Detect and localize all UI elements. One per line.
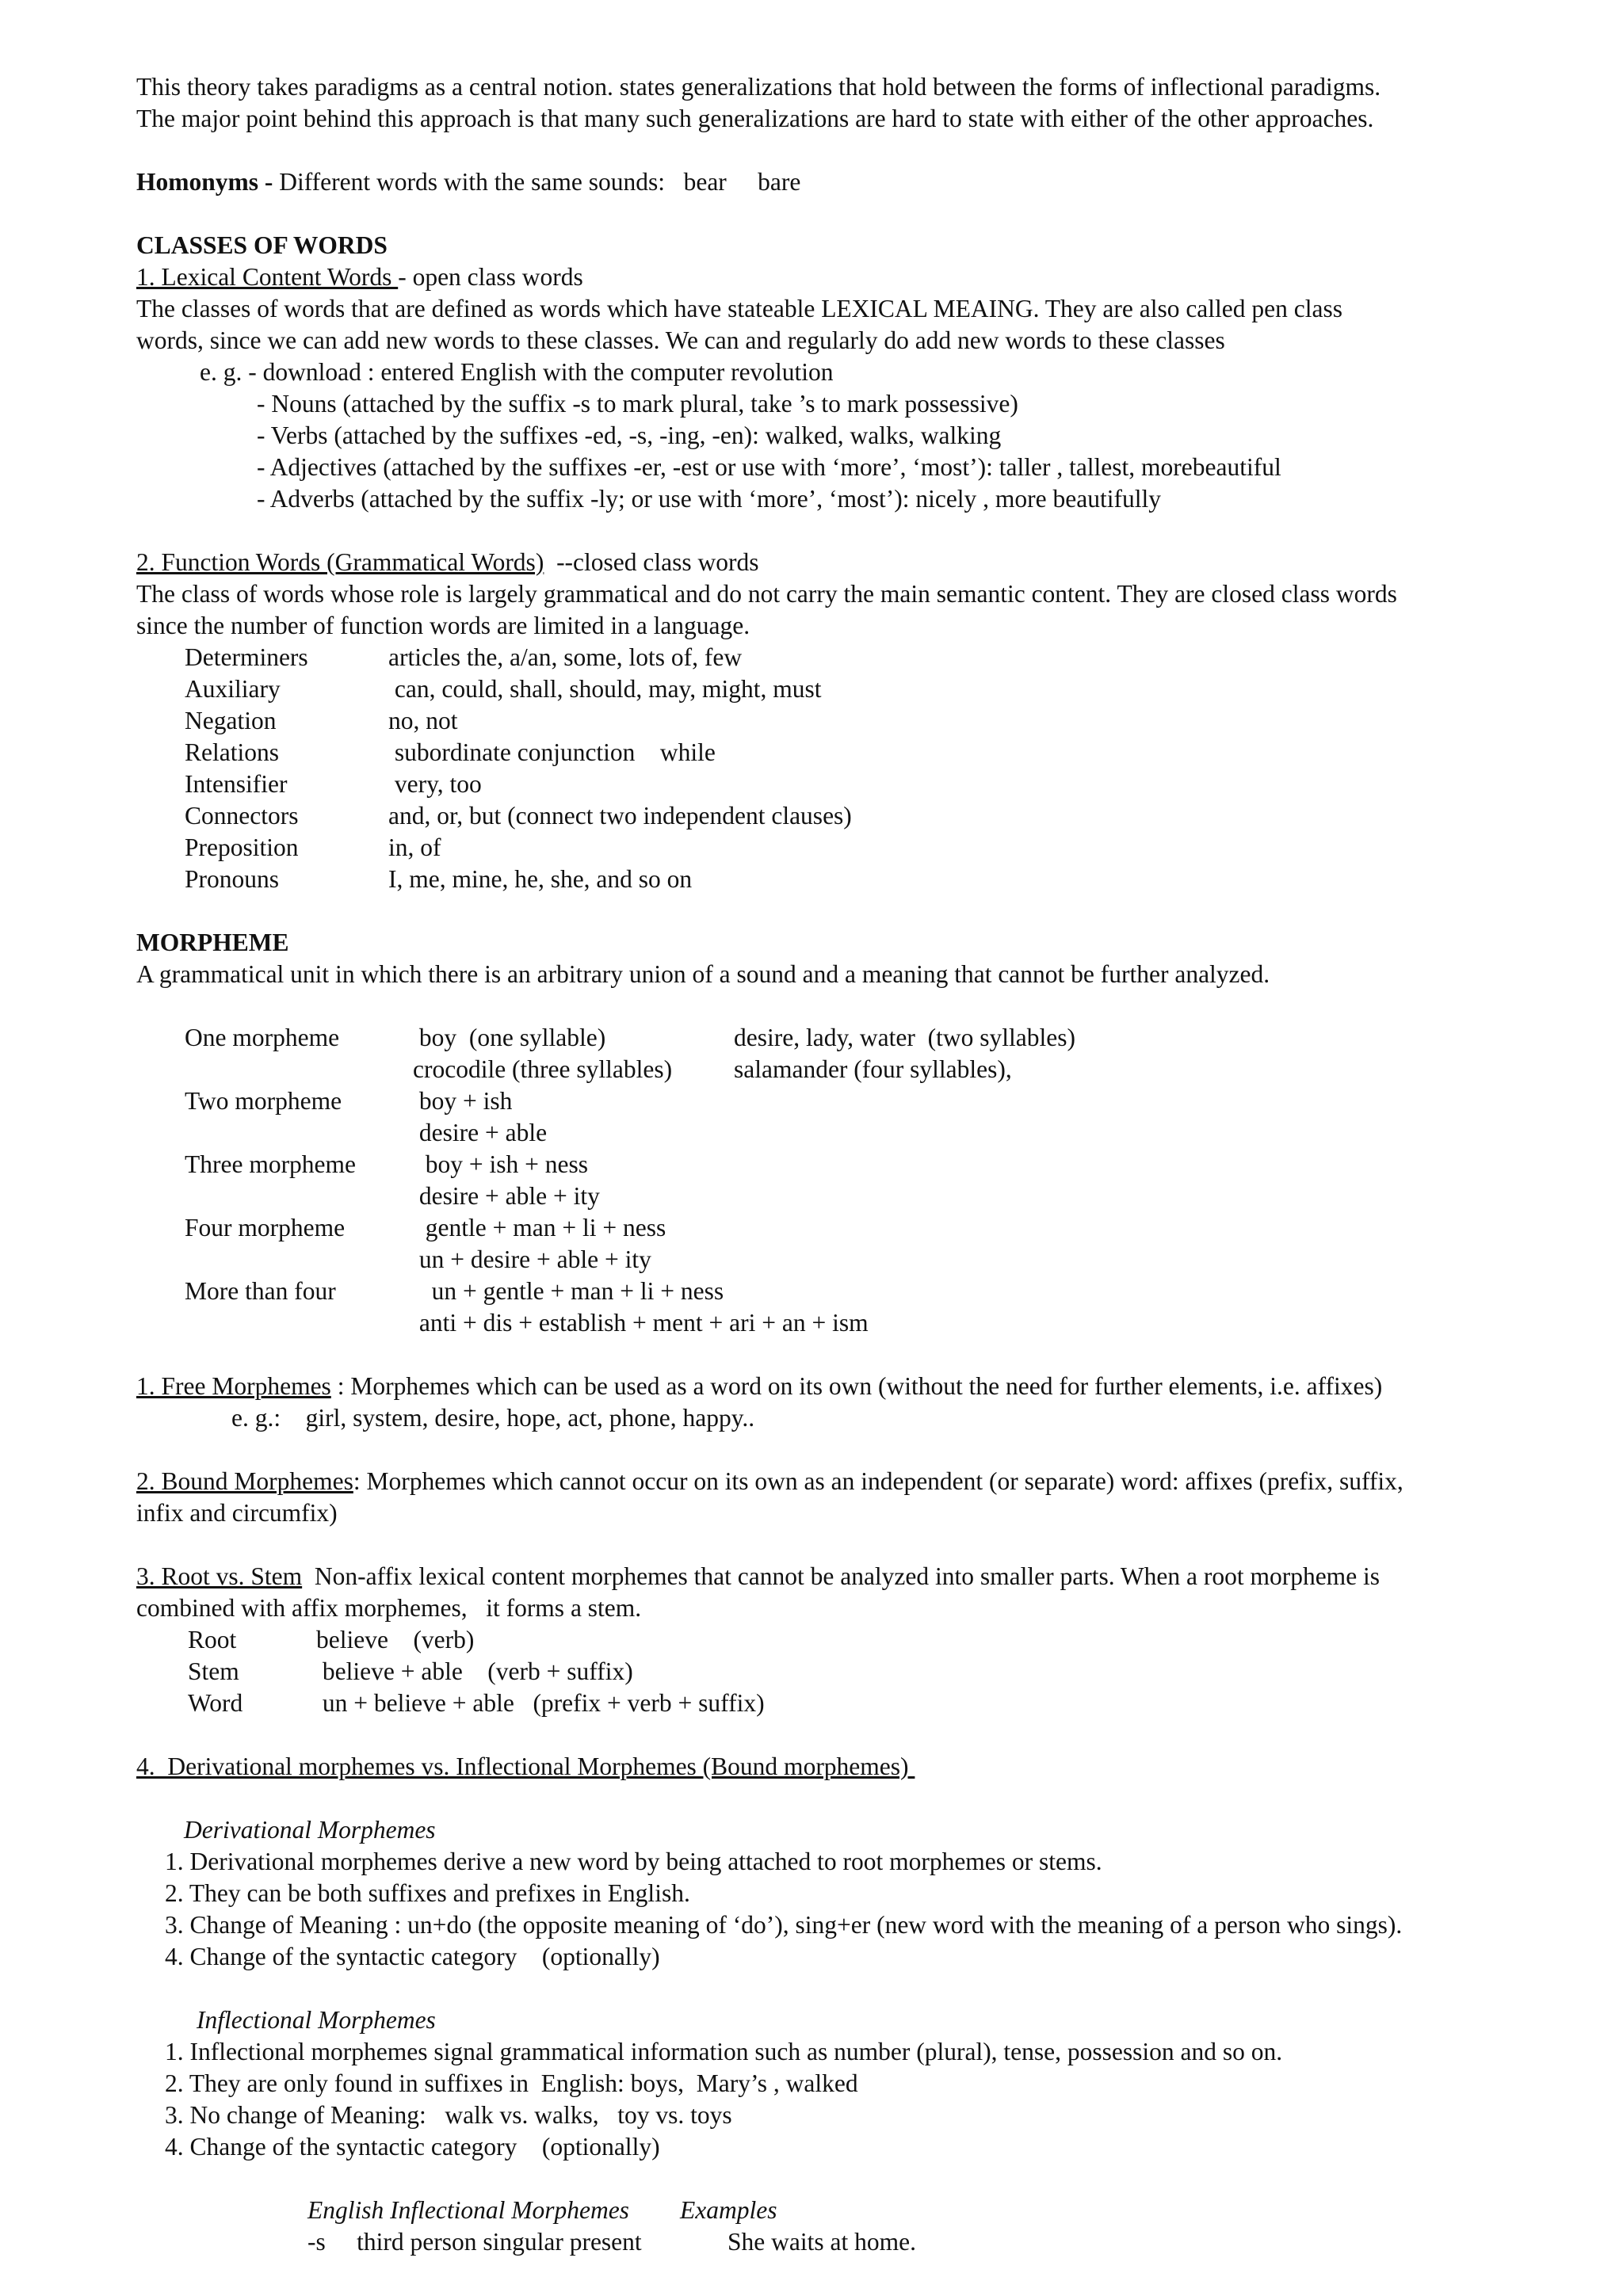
free-morphemes-example: e. g.: girl, system, desire, hope, act, phone, happy..: [231, 1404, 755, 1432]
morpheme-example: desire + able: [413, 1119, 548, 1146]
table-row: [136, 864, 1563, 895]
morpheme-example: boy + ish + ness: [413, 1150, 589, 1178]
homonyms-label: Homonyms -: [136, 168, 273, 196]
root-stem-value: believe + able (verb + suffix): [316, 1657, 633, 1685]
list-item: 4. Change of the syntactic category (optionally): [165, 2133, 660, 2161]
table-row: [136, 2226, 1563, 2258]
function-term: Determiners: [185, 643, 308, 671]
table-row: [136, 1244, 1563, 1276]
lexical-item-nouns: - Nouns (attached by the suffix -s to mark plural, take ’s to mark possessive): [257, 390, 1018, 418]
function-term: Auxiliary: [185, 675, 281, 703]
bound-morphemes-line: [136, 1466, 1563, 1497]
list-item: 2. They can be both suffixes and prefixes in English.: [165, 1879, 690, 1907]
lexical-item-adverbs: - Adverbs (attached by the suffix -ly; or use with ‘more’, ‘most’): nicely , more beautifully: [257, 485, 1161, 513]
function-examples: and, or, but (connect two independent clauses): [388, 802, 852, 830]
morpheme-example: desire + able + ity: [413, 1182, 600, 1210]
root-stem-term: Word: [188, 1689, 243, 1717]
morpheme-label: [136, 1117, 413, 1149]
function-examples: no, not: [388, 707, 458, 734]
list-item: 3. Change of Meaning : un+do (the opposite meaning of ‘do’), sing+er (new word with the meaning of a person who sings).: [165, 1911, 1403, 1939]
bound-morphemes-text: : Morphemes which cannot occur on its own as an independent (or separate) word: affixes (prefix, suffix,: [353, 1467, 1403, 1495]
morpheme-example-alt: salamander (four syllables),: [734, 1055, 1012, 1083]
table-row: [136, 673, 1563, 705]
inflectional-list: [136, 2036, 1563, 2163]
intro-line-2: The major point behind this approach is that many such generalizations are hard to state with either of the other approaches.: [136, 105, 1374, 132]
table-row: [136, 1117, 1563, 1149]
bound-morphemes-title: 2. Bound Morphemes: [136, 1467, 353, 1495]
root-stem-term: Root: [188, 1626, 237, 1653]
root-stem-value: believe (verb): [316, 1626, 475, 1653]
morpheme-example: gentle + man + li + ness: [413, 1214, 666, 1241]
document-page: [136, 71, 1563, 2258]
morpheme-label: [136, 1244, 413, 1276]
root-stem-line: [136, 1561, 1563, 1592]
list-item: 2. They are only found in suffixes in English: boys, Mary’s , walked: [165, 2069, 858, 2097]
function-examples: in, of: [388, 833, 441, 861]
root-stem-term: Stem: [188, 1657, 239, 1685]
table-row: [136, 705, 1563, 737]
function-examples: I, me, mine, he, she, and so on: [388, 865, 693, 893]
morpheme-label: [136, 1307, 413, 1339]
function-examples: articles the, a/an, some, lots of, few: [388, 643, 743, 671]
function-desc-2: since the number of function words are limited in a language.: [136, 612, 750, 639]
lexical-example: e. g. - download : entered English with the computer revolution: [200, 358, 834, 386]
table-row: [136, 1054, 1563, 1085]
table-row: [136, 1656, 1563, 1688]
derivational-title: Derivational Morphemes: [184, 1816, 436, 1844]
table-row: [136, 1180, 1563, 1212]
function-term: Pronouns: [185, 865, 280, 893]
table-row: [136, 1624, 1563, 1656]
inflectional-title: Inflectional Morphemes: [197, 2006, 436, 2034]
free-morphemes-text: : Morphemes which can be used as a word on its own (without the need for further elements, i.e. affixes): [330, 1372, 1383, 1400]
bound-morphemes-text-2: infix and circumfix): [136, 1499, 338, 1527]
free-morphemes-title: 1. Free Morphemes: [136, 1372, 331, 1400]
root-stem-text: Non-affix lexical content morphemes that cannot be analyzed into smaller parts. When a root morpheme is: [302, 1562, 1381, 1590]
morpheme-label: Two morpheme: [185, 1087, 342, 1115]
list-item: 1. Inflectional morphemes signal grammatical information such as number (plural), tense, possession and so on.: [165, 2038, 1283, 2065]
lexical-title-line: [136, 261, 1563, 293]
derivational-list: [136, 1846, 1563, 1973]
table-row: [136, 1149, 1563, 1180]
lexical-item-adjectives: - Adjectives (attached by the suffixes -er, -est or use with ‘more’, ‘most’): taller , tallest, morebeautiful: [257, 453, 1281, 481]
list-item: 3. No change of Meaning: walk vs. walks, toy vs. toys: [165, 2101, 732, 2129]
root-stem-value: un + believe + able (prefix + verb + suffix): [316, 1689, 765, 1717]
table-row: [136, 1022, 1563, 1054]
function-examples: subordinate conjunction while: [388, 738, 716, 766]
morpheme-label: [136, 1054, 413, 1085]
function-examples: very, too: [388, 770, 482, 798]
morpheme-example: anti + dis + establish + ment + ari + an + ism: [413, 1309, 869, 1337]
inflectional-morphemes-table: [136, 2195, 1563, 2258]
table-row: [136, 1085, 1563, 1117]
morpheme-example: boy (one syllable): [413, 1024, 606, 1051]
free-morphemes-line: [136, 1371, 1563, 1402]
root-stem-title: 3. Root vs. Stem: [136, 1562, 303, 1590]
root-stem-text-2: combined with affix morphemes, it forms a stem.: [136, 1594, 642, 1622]
inflectional-example: She waits at home.: [727, 2228, 916, 2256]
morpheme-example: un + gentle + man + li + ness: [413, 1277, 724, 1305]
function-words-table: [136, 642, 1563, 895]
function-title-line: [136, 547, 1563, 578]
lexical-desc-1: The classes of words that are defined as words which have stateable LEXICAL MEAING. They are also called pen class: [136, 295, 1342, 322]
morpheme-label: Three morpheme: [185, 1150, 357, 1178]
table-row: [136, 1688, 1563, 1719]
function-term: Preposition: [185, 833, 299, 861]
classes-heading: CLASSES OF WORDS: [136, 231, 388, 259]
morpheme-example: crocodile (three syllables): [413, 1055, 673, 1083]
morpheme-definition: A grammatical unit in which there is an arbitrary union of a sound and a meaning that cannot be further analyzed.: [136, 960, 1270, 988]
table-row: [136, 737, 1563, 769]
morpheme-label: Four morpheme: [185, 1214, 346, 1241]
morpheme-count-table: [136, 1022, 1563, 1339]
function-term: Negation: [185, 707, 277, 734]
lexical-desc-2: words, since we can add new words to these classes. We can and regularly do add new words to these classes: [136, 326, 1225, 354]
inflectional-suffix: -s third person singular present: [307, 2228, 642, 2256]
homonyms-paragraph: [136, 166, 1563, 198]
morpheme-label: One morpheme: [185, 1024, 340, 1051]
table-row: [136, 1307, 1563, 1339]
english-inflectional-header: English Inflectional Morphemes: [307, 2196, 629, 2224]
list-item: 1. Derivational morphemes derive a new word by being attached to root morphemes or stems.: [165, 1848, 1102, 1875]
table-row: [136, 832, 1563, 864]
morpheme-heading: MORPHEME: [136, 929, 289, 956]
function-term: Relations: [185, 738, 279, 766]
table-row: [136, 769, 1563, 800]
intro-line-1: This theory takes paradigms as a central notion. states generalizations that hold between the forms of inflectional paradigms.: [136, 73, 1381, 101]
morpheme-label: [136, 1180, 413, 1212]
function-suffix: --closed class words: [544, 548, 759, 576]
lexical-title: 1. Lexical Content Words: [136, 263, 399, 291]
morpheme-example: boy + ish: [413, 1087, 513, 1115]
function-examples: can, could, shall, should, may, might, must: [388, 675, 822, 703]
table-row: [136, 800, 1563, 832]
lexical-suffix: - open class words: [398, 263, 583, 291]
lexical-item-verbs: - Verbs (attached by the suffixes -ed, -s, -ing, -en): walked, walks, walking: [257, 421, 1002, 449]
table-row: [136, 1276, 1563, 1307]
function-desc-1: The class of words whose role is largely grammatical and do not carry the main semantic content. They are closed class words: [136, 580, 1397, 608]
function-term: Intensifier: [185, 770, 288, 798]
function-term: Connectors: [185, 802, 299, 830]
morpheme-label: More than four: [185, 1277, 336, 1305]
root-stem-table: [136, 1624, 1563, 1719]
homonyms-text: Different words with the same sounds: bear bare: [273, 168, 801, 196]
morpheme-example: un + desire + able + ity: [413, 1245, 651, 1273]
table-row: [136, 642, 1563, 673]
function-title: 2. Function Words (Grammatical Words): [136, 548, 544, 576]
morpheme-example-alt: desire, lady, water (two syllables): [734, 1024, 1075, 1051]
table-row: [136, 1212, 1563, 1244]
deriv-vs-infl-title: 4. Derivational morphemes vs. Inflectional Morphemes (Bound morphemes): [136, 1753, 915, 1780]
table-header-row: [136, 2195, 1563, 2226]
list-item: 4. Change of the syntactic category (optionally): [165, 1943, 660, 1970]
examples-header: Examples: [680, 2196, 777, 2224]
